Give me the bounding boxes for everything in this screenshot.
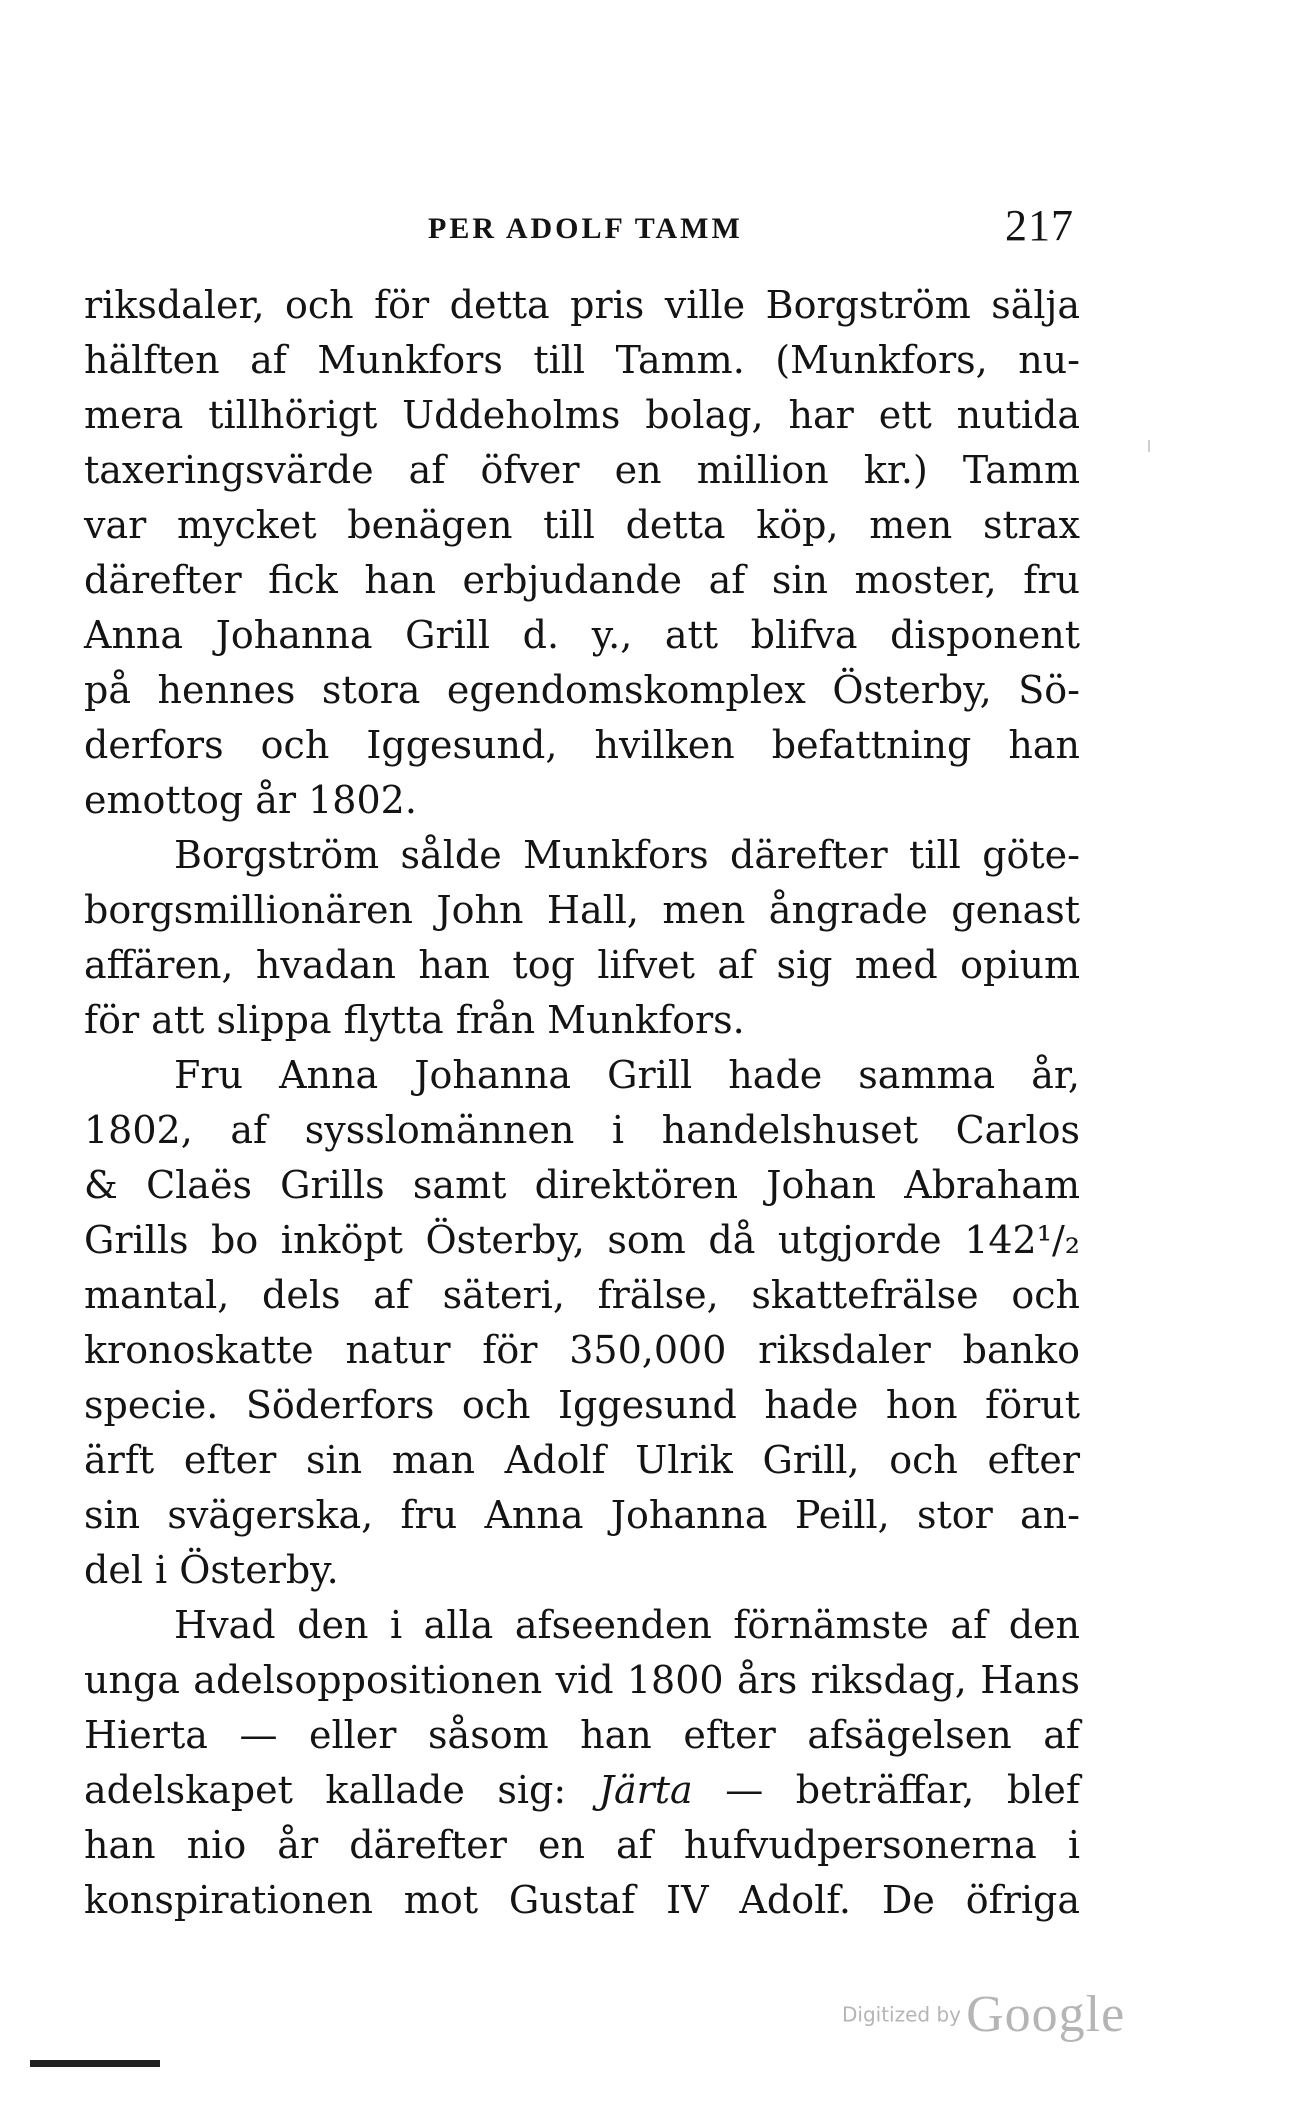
text-line: han nio år därefter en af hufvudpersonerna i bbox=[84, 1823, 1080, 1867]
text-line: på hennes stora egendomskomplex Österby, Sö- bbox=[84, 668, 1080, 712]
page-header bbox=[0, 200, 1300, 260]
text-line: emottog år 1802. bbox=[84, 778, 417, 822]
italic-name: Järta bbox=[598, 1768, 693, 1812]
text-line: mera tillhörigt Uddeholms bolag, har ett nutida bbox=[84, 393, 1080, 437]
text-line: för att slippa flytta från Munkfors. bbox=[84, 998, 745, 1042]
text-line: sin svägerska, fru Anna Johanna Peill, stor an- bbox=[84, 1493, 1080, 1537]
text-line: Borgström sålde Munkfors därefter till göte- bbox=[174, 833, 1080, 877]
watermark-brand: Google bbox=[966, 1986, 1126, 2043]
text-line: ärft efter sin man Adolf Ulrik Grill, och efter bbox=[84, 1438, 1080, 1482]
text-line: Anna Johanna Grill d. y., att blifva disponent bbox=[84, 613, 1080, 657]
text-line: derfors och Iggesund, hvilken befattning han bbox=[84, 723, 1080, 767]
text-line: Fru Anna Johanna Grill hade samma år, bbox=[174, 1053, 1080, 1097]
digitized-watermark bbox=[842, 1985, 1125, 2044]
body-text bbox=[84, 278, 1080, 1928]
paragraph-4 bbox=[84, 1598, 1080, 1928]
text-line: hälften af Munkfors till Tamm. (Munkfors, nu- bbox=[84, 338, 1080, 382]
text-line: affären, hvadan han tog lifvet af sig med opium bbox=[84, 943, 1080, 987]
text-line bbox=[84, 1763, 1080, 1818]
text-line: konspirationen mot Gustaf IV Adolf. De öfriga bbox=[84, 1878, 1080, 1922]
text-line: Hvad den i alla afseenden förnämste af den bbox=[174, 1603, 1080, 1647]
scan-edge-mark bbox=[30, 2060, 160, 2067]
text-line: kronoskatte natur för 350,000 riksdaler banko bbox=[84, 1328, 1080, 1372]
page-number: 217 bbox=[1005, 201, 1074, 250]
watermark-prefix: Digitized by bbox=[842, 2002, 961, 2027]
paragraph-3 bbox=[84, 1048, 1080, 1598]
text-line: Hierta — eller såsom han efter afsägelsen af bbox=[84, 1713, 1080, 1757]
scan-speck bbox=[1148, 440, 1150, 452]
running-title: PER ADOLF TAMM bbox=[428, 212, 743, 245]
text-line: & Claës Grills samt direktören Johan Abraham bbox=[84, 1163, 1080, 1207]
paragraph-1 bbox=[84, 278, 1080, 828]
text-line: specie. Söderfors och Iggesund hade hon förut bbox=[84, 1383, 1080, 1427]
paragraph-2 bbox=[84, 828, 1080, 1048]
text-line: unga adelsoppositionen vid 1800 års riksdag, Hans bbox=[84, 1658, 1080, 1702]
text-line: taxeringsvärde af öfver en million kr.) Tamm bbox=[84, 448, 1080, 492]
text-line: del i Österby. bbox=[84, 1548, 339, 1592]
text-line: riksdaler, och för detta pris ville Borgström sälja bbox=[84, 283, 1080, 327]
text-segment: adelskapet kallade sig: bbox=[84, 1768, 567, 1812]
text-segment: — beträffar, blef bbox=[725, 1768, 1080, 1812]
text-line: var mycket benägen till detta köp, men strax bbox=[84, 503, 1080, 547]
text-line: Grills bo inköpt Österby, som då utgjorde 142¹/₂ bbox=[84, 1218, 1080, 1262]
text-line: borgsmillionären John Hall, men ångrade genast bbox=[84, 888, 1080, 932]
text-line: därefter fick han erbjudande af sin moster, fru bbox=[84, 558, 1080, 602]
text-line: mantal, dels af säteri, frälse, skattefrälse och bbox=[84, 1273, 1080, 1317]
text-line: 1802, af sysslomännen i handelshuset Carlos bbox=[84, 1108, 1080, 1152]
